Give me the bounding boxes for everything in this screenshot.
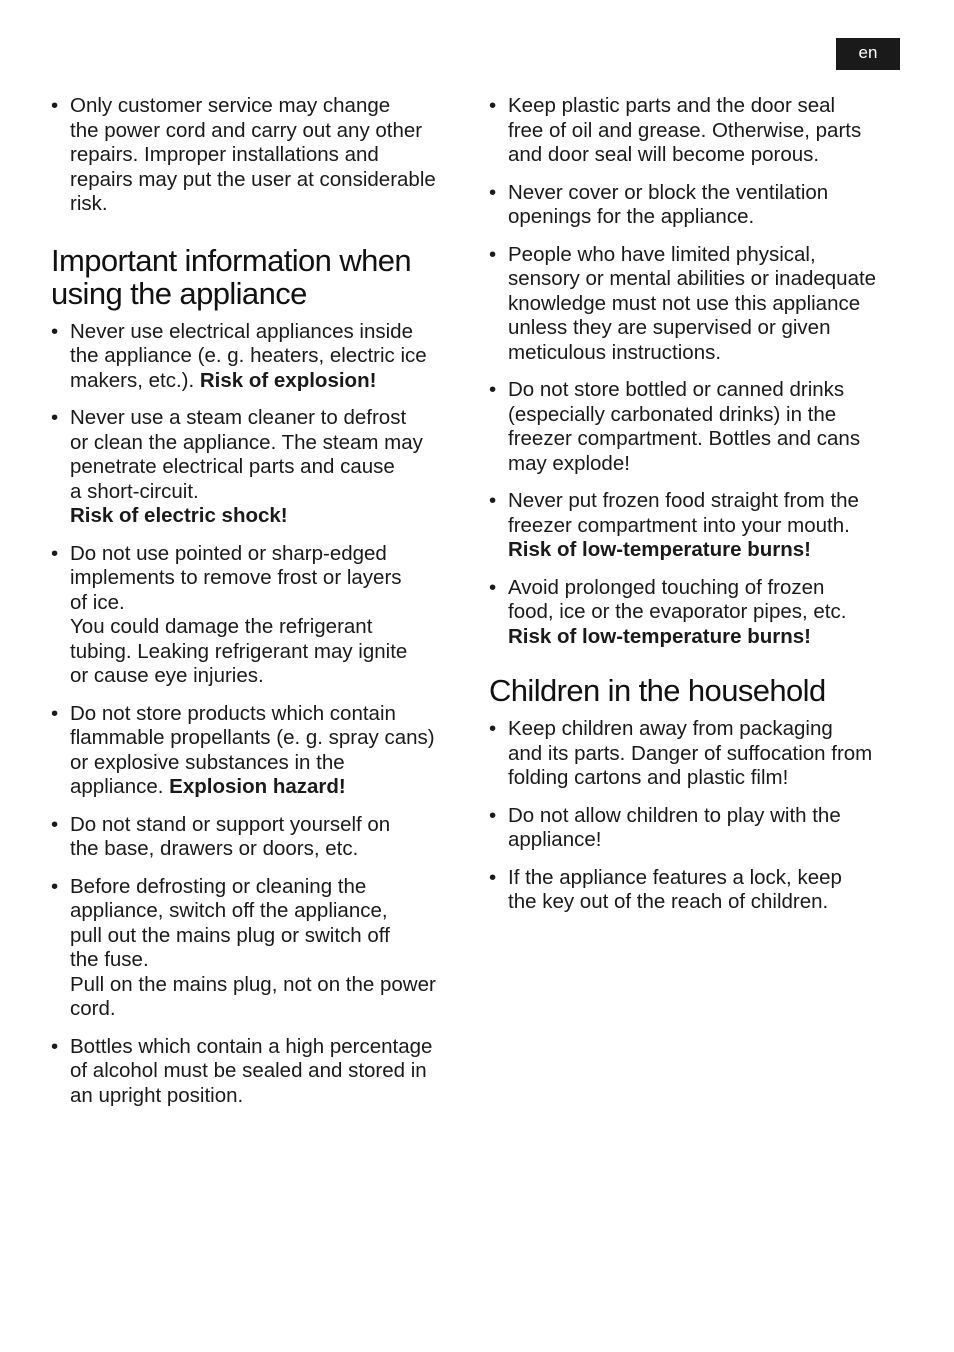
list-item [488,378,908,476]
text-fragment: makers, etc.). [70,368,200,392]
text-line: the power cord and carry out any other [70,118,423,142]
text-line: and door seal will become porous. [508,143,820,166]
right-column [488,94,908,928]
text-line: • If the appliance features a lock, keep [508,865,842,889]
list-item [50,702,470,800]
text-line: of ice. [70,590,125,614]
text-line: freezer compartment into your mouth. [508,513,850,537]
text-line: repairs may put the user at considerable [70,167,436,191]
text-line: appliance, switch off the appliance, [70,899,388,922]
text-line: freezer compartment. Bottles and cans [508,427,861,450]
text-line: risk. [70,192,108,215]
warning-text: Risk of electric shock! [70,504,288,527]
language-tab: en [836,38,900,70]
text-line: • Never cover or block the ventilation [508,180,829,204]
list-item [50,406,470,529]
list-item [488,94,908,168]
text-line: • Only customer service may change [70,94,391,117]
text-line: • Do not use pointed or sharp-edged [70,541,387,565]
text-line: free of oil and grease. Otherwise, parts [508,118,862,142]
text-line: appliance! [508,828,602,851]
text-fragment: appliance. [70,775,170,798]
text-line: • Bottles which contain a high percentage [70,1034,433,1058]
list-item [50,813,470,862]
list-item [50,94,470,217]
warning-text: Explosion hazard! [169,775,346,798]
text-line: a short-circuit. [70,479,199,503]
text-line [70,369,470,394]
text-line: • Do not allow children to play with the [508,803,841,827]
text-line: Pull on the mains plug, not on the power [70,972,436,996]
list-item [488,717,908,791]
children-list [488,717,908,915]
list-item [488,181,908,230]
text-line: penetrate electrical parts and cause [70,455,395,478]
text-line: or cause eye injuries. [70,664,264,687]
list-item [488,489,908,563]
list-item [50,542,470,689]
text-line: the key out of the reach of children. [508,890,829,913]
text-line: (especially carbonated drinks) in the [508,402,837,426]
list-item [488,804,908,853]
text-line: You could damage the refrigerant [70,615,373,638]
text-line: knowledge must not use this appliance [508,291,861,315]
text-line: the appliance (e. g. heaters, electric ice [70,344,427,367]
text-line: sensory or mental abilities or inadequate [508,267,877,290]
list-item [50,875,470,1022]
text-line: • Do not store bottled or canned drinks [508,378,845,401]
text-line: implements to remove frost or layers [70,566,402,589]
text-line: meticulous instructions. [508,340,722,364]
list-item [50,1035,470,1109]
list-item [488,243,908,366]
text-line: • Never use a steam cleaner to defrost [70,406,407,429]
text-line: folding cartons and plastic film! [508,766,789,789]
list-item [50,320,470,394]
list-item [488,866,908,915]
text-line: the fuse. [70,948,149,971]
text-line: and its parts. Danger of suffocation from [508,741,873,765]
text-line [70,775,470,800]
text-line: may explode! [508,451,630,475]
text-line: • Keep children away from packaging [508,717,833,740]
text-line: • Do not stand or support yourself on [70,812,391,836]
section-heading-important-info: Important information when using the appliance [51,242,412,311]
text-line: • People who have limited physical, [508,242,816,266]
intro-list [50,94,470,217]
list-item [488,576,908,650]
text-line: unless they are supervised or given [508,316,831,339]
text-line: • Do not store products which contain [70,701,396,725]
text-line: pull out the mains plug or switch off [70,923,390,947]
text-line: openings for the appliance. [508,205,755,228]
text-line: or explosive substances in the [70,750,345,774]
important-info-list [50,320,470,1109]
section-heading-children: Children in the household [489,673,826,708]
safety-list-continued [488,94,908,649]
warning-text: Risk of low-temperature burns! [508,624,811,648]
text-line: tubing. Leaking refrigerant may ignite [70,639,408,663]
text-line: • Avoid prolonged touching of frozen [508,575,825,599]
text-line: • Never use electrical appliances inside [70,319,413,343]
warning-text: Risk of explosion! [199,368,377,392]
text-line: of alcohol must be sealed and stored in [70,1059,427,1082]
text-line: • Before defrosting or cleaning the [70,874,367,898]
text-line: food, ice or the evaporator pipes, etc. [508,600,847,623]
left-column [50,94,470,1121]
warning-text: Risk of low-temperature burns! [508,538,811,561]
text-line: the base, drawers or doors, etc. [70,837,359,860]
text-line: cord. [70,997,116,1020]
text-line: repairs. Improper installations and [70,143,379,166]
text-line: or clean the appliance. The steam may [70,430,423,454]
text-line: • Keep plastic parts and the door seal [508,94,836,117]
text-line: an upright position. [70,1083,244,1107]
text-line: • Never put frozen food straight from the [508,489,859,512]
text-line: flammable propellants (e. g. spray cans) [70,726,435,749]
